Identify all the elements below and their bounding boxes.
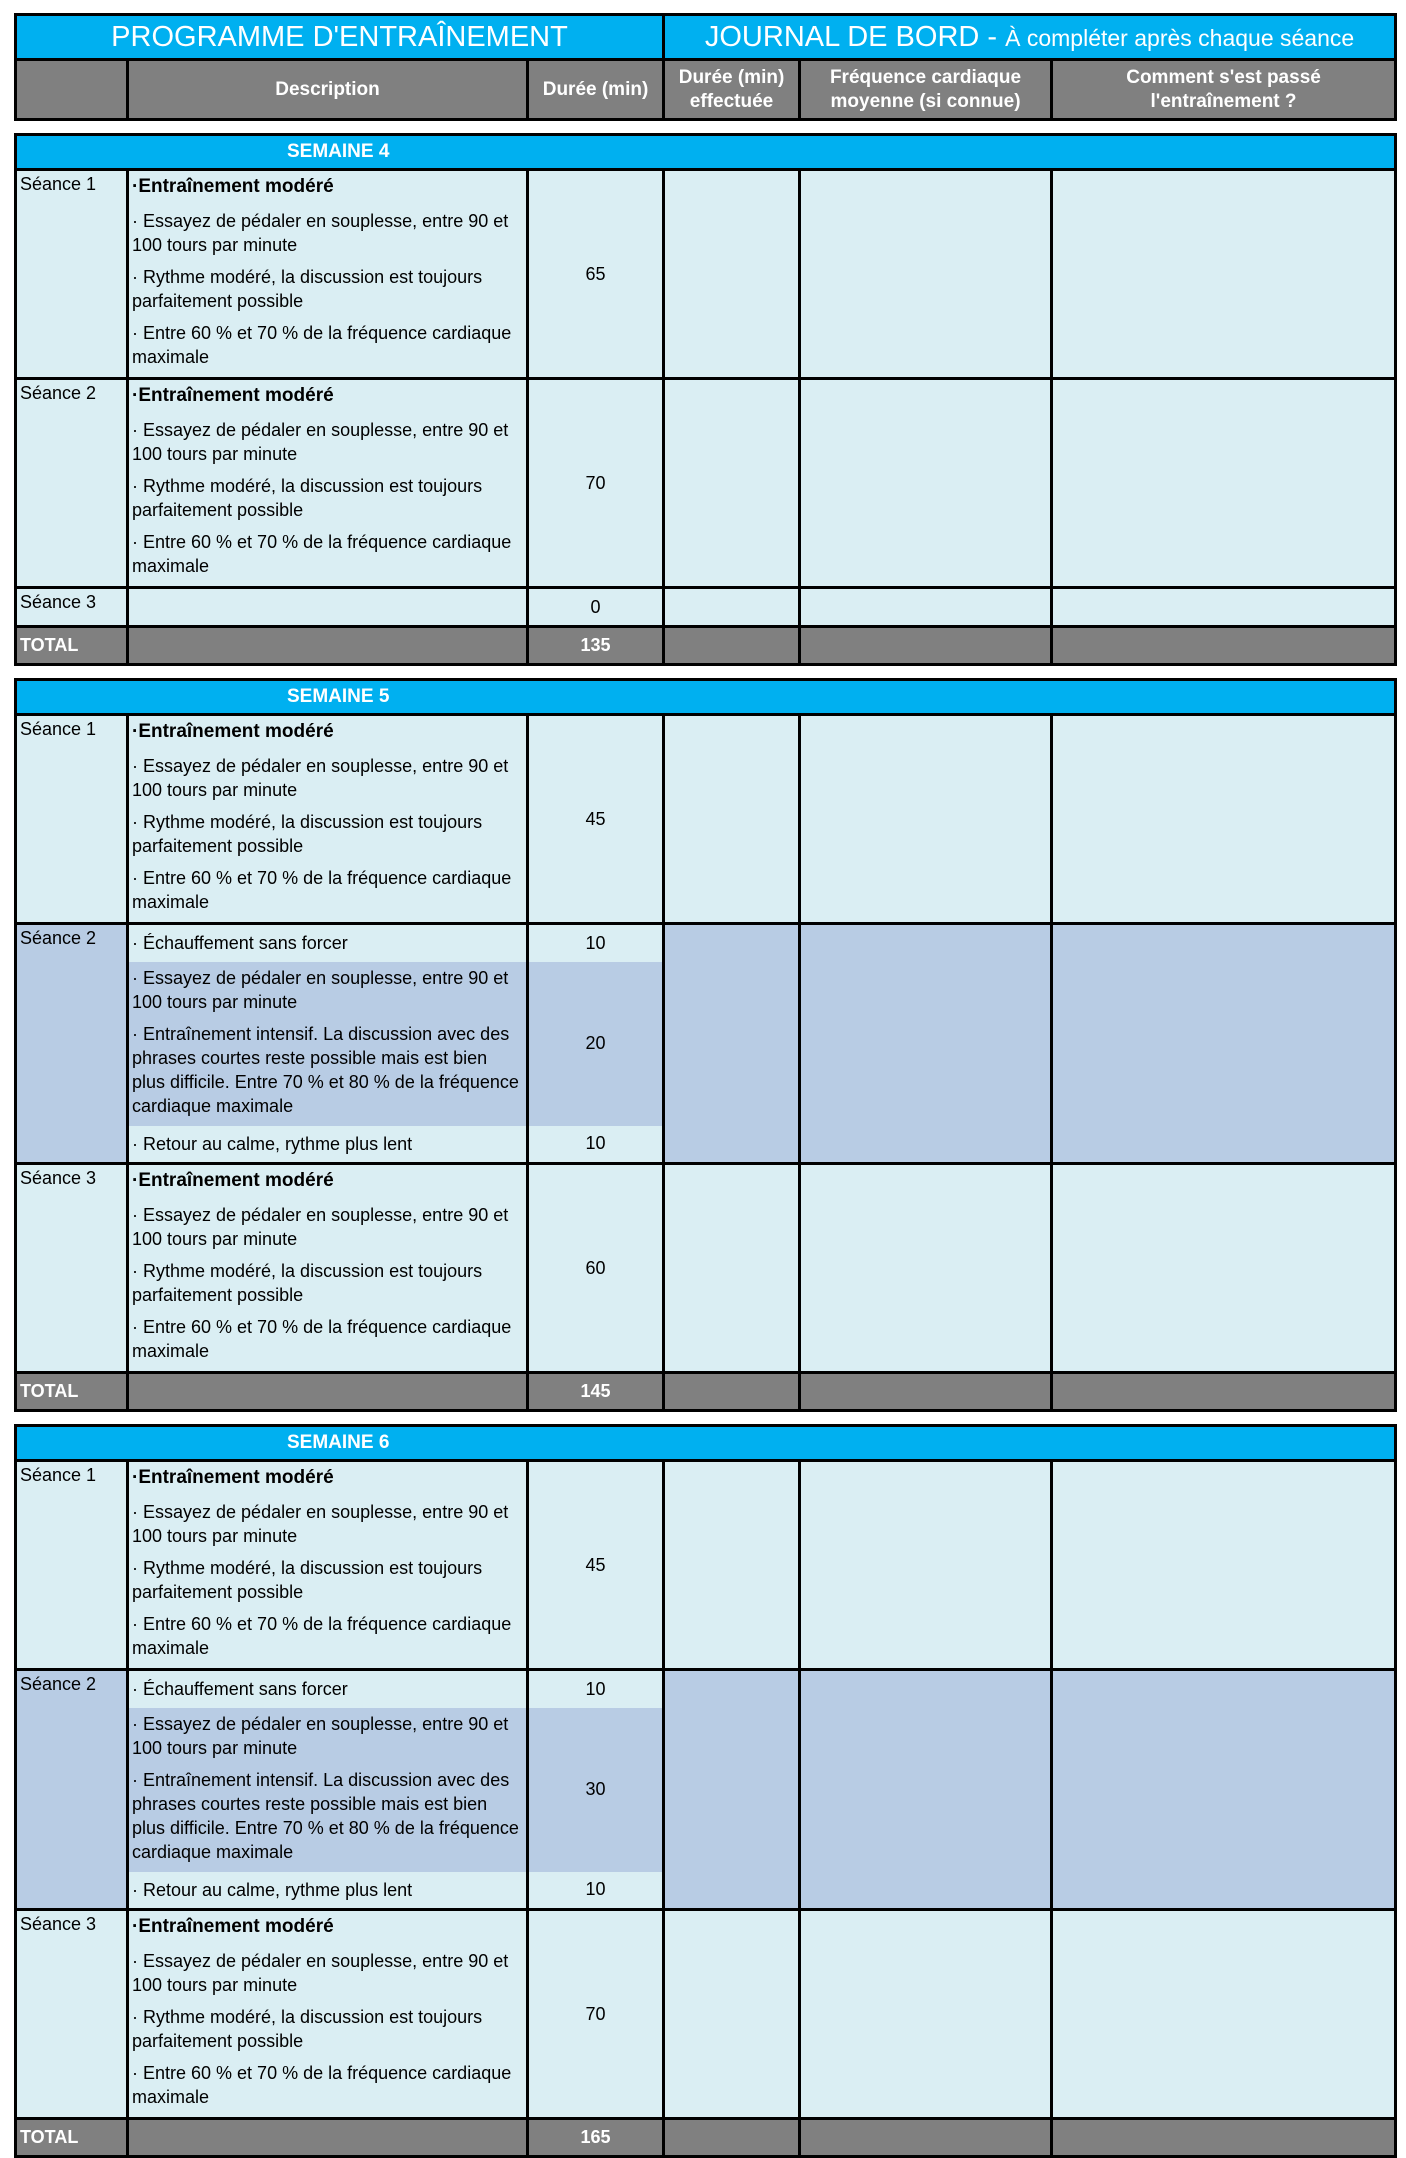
col-header-frequence-line1: Fréquence cardiaque	[829, 66, 1022, 88]
frequence-cell[interactable]	[800, 1461, 1052, 1670]
col-header-duree-effectuee-line1: Durée (min)	[678, 66, 785, 88]
header-empty-cell	[16, 60, 128, 120]
description-bullet: · Rythme modéré, la discussion est toujours parfaitement possible	[132, 1558, 483, 1602]
comment-cell[interactable]	[1052, 170, 1396, 379]
description-bullet: · Rythme modéré, la discussion est toujours parfaitement possible	[132, 812, 483, 856]
col-header-duree-effectuee	[664, 60, 800, 120]
total-value: 145	[528, 1373, 664, 1411]
frequence-cell[interactable]	[800, 924, 1052, 1164]
description-bullet: · Entre 60 % et 70 % de la fréquence cardiaque maximale	[132, 1614, 512, 1658]
seance-duree: 65	[528, 170, 664, 379]
week-5-table	[14, 678, 1397, 1412]
comment-cell[interactable]	[1052, 1670, 1396, 1910]
total-value: 135	[528, 627, 664, 665]
week-4-table	[14, 133, 1397, 666]
cooldown-duree: 10	[528, 1126, 664, 1164]
comment-cell[interactable]	[1052, 588, 1396, 627]
cooldown-duree: 10	[528, 1872, 664, 1910]
description-bullet: · Essayez de pédaler en souplesse, entre 90 et 100 tours par minute	[132, 1205, 509, 1249]
total-empty	[128, 2119, 528, 2157]
duree-effectuee-cell[interactable]	[664, 1670, 800, 1910]
description-bullet: · Essayez de pédaler en souplesse, entre 90 et 100 tours par minute	[132, 756, 509, 800]
seance-description	[128, 588, 528, 627]
seance-label: Séance 3	[16, 1164, 128, 1373]
seance-duree: 45	[528, 715, 664, 924]
journal-subtitle: À compléter après chaque séance	[1005, 24, 1355, 51]
frequence-cell[interactable]	[800, 170, 1052, 379]
description-bullet: · Essayez de pédaler en souplesse, entre 90 et 100 tours par minute	[132, 211, 509, 255]
total-value: 165	[528, 2119, 664, 2157]
description-bullet: · Essayez de pédaler en souplesse, entre 90 et 100 tours par minute	[132, 1713, 509, 1758]
warmup-description: · Échauffement sans forcer	[128, 924, 528, 962]
comment-cell[interactable]	[1052, 1910, 1396, 2119]
journal-title-main: JOURNAL DE BORD	[704, 20, 980, 53]
col-header-duree-effectuee-line2: effectuée	[689, 90, 774, 112]
seance-label: Séance 1	[16, 170, 128, 379]
training-plan	[14, 13, 1394, 2158]
frequence-cell[interactable]	[800, 1164, 1052, 1373]
cooldown-description: · Retour au calme, rythme plus lent	[128, 1126, 528, 1164]
main-duree: 30	[528, 1708, 664, 1872]
comment-cell[interactable]	[1052, 379, 1396, 588]
description-title: ·Entraînement modéré	[132, 1916, 334, 1937]
col-header-comment	[1052, 60, 1396, 120]
comment-cell[interactable]	[1052, 1164, 1396, 1373]
col-header-description: Description	[128, 60, 528, 120]
seance-label: Séance 2	[16, 379, 128, 588]
col-header-comment-line2: l'entraînement ?	[1150, 90, 1297, 112]
seance-label: Séance 2	[16, 924, 128, 1164]
description-title: ·Entraînement modéré	[132, 385, 334, 406]
description-title: ·Entraînement modéré	[132, 176, 334, 197]
description-title: ·Entraînement modéré	[132, 1170, 334, 1191]
duree-effectuee-cell[interactable]	[664, 588, 800, 627]
seance-duree: 70	[528, 1910, 664, 2119]
description-bullet: · Entraînement intensif. La discussion avec des phrases courtes reste possible mais est bien plus difficile. Entre 70 % et 80 % de la fréquence cardiaque maximale	[132, 1023, 519, 1116]
total-empty	[664, 2119, 800, 2157]
duree-effectuee-cell[interactable]	[664, 1910, 800, 2119]
frequence-cell[interactable]	[800, 1670, 1052, 1910]
description-bullet: · Essayez de pédaler en souplesse, entre 90 et 100 tours par minute	[132, 967, 509, 1012]
journal-title-separator: -	[979, 20, 1006, 53]
description-bullet: · Essayez de pédaler en souplesse, entre 90 et 100 tours par minute	[132, 420, 509, 464]
total-empty	[800, 1373, 1052, 1411]
seance-duree: 0	[528, 588, 664, 627]
frequence-cell[interactable]	[800, 715, 1052, 924]
description-bullet: · Entraînement intensif. La discussion avec des phrases courtes reste possible mais est bien plus difficile. Entre 70 % et 80 % de la fréquence cardiaque maximale	[132, 1769, 519, 1862]
col-header-frequence-line2: moyenne (si connue)	[830, 90, 1021, 112]
frequence-cell[interactable]	[800, 379, 1052, 588]
cooldown-description: · Retour au calme, rythme plus lent	[128, 1872, 528, 1910]
description-bullet: · Entre 60 % et 70 % de la fréquence cardiaque maximale	[132, 323, 512, 367]
description-title: ·Entraînement modéré	[132, 1467, 334, 1488]
seance-label: Séance 2	[16, 1670, 128, 1910]
warmup-description: · Échauffement sans forcer	[128, 1670, 528, 1708]
description-bullet: · Rythme modéré, la discussion est toujours parfaitement possible	[132, 267, 483, 311]
seance-description	[128, 1461, 528, 1670]
week-title: SEMAINE 4	[16, 135, 1396, 170]
total-empty	[1052, 1373, 1396, 1411]
main-description	[128, 962, 528, 1126]
frequence-cell[interactable]	[800, 1910, 1052, 2119]
duree-effectuee-cell[interactable]	[664, 1461, 800, 1670]
seance-label: Séance 3	[16, 588, 128, 627]
week-title: SEMAINE 6	[16, 1426, 1396, 1461]
total-empty	[800, 2119, 1052, 2157]
seance-description	[128, 715, 528, 924]
seance-description	[128, 170, 528, 379]
col-header-comment-line1: Comment s'est passé	[1126, 66, 1321, 88]
seance-duree: 60	[528, 1164, 664, 1373]
frequence-cell[interactable]	[800, 588, 1052, 627]
comment-cell[interactable]	[1052, 924, 1396, 1164]
warmup-duree: 10	[528, 924, 664, 962]
seance-label: Séance 3	[16, 1910, 128, 2119]
programme-title: PROGRAMME D'ENTRAÎNEMENT	[16, 15, 664, 60]
description-bullet: · Entre 60 % et 70 % de la fréquence cardiaque maximale	[132, 2063, 512, 2107]
total-label: TOTAL	[16, 1373, 128, 1411]
total-label: TOTAL	[16, 2119, 128, 2157]
description-bullet: · Entre 60 % et 70 % de la fréquence cardiaque maximale	[132, 868, 512, 912]
warmup-duree: 10	[528, 1670, 664, 1708]
seance-label: Séance 1	[16, 715, 128, 924]
duree-effectuee-cell[interactable]	[664, 379, 800, 588]
description-title: ·Entraînement modéré	[132, 721, 334, 742]
journal-title	[664, 15, 1396, 60]
duree-effectuee-cell[interactable]	[664, 924, 800, 1164]
total-empty	[128, 1373, 528, 1411]
duree-effectuee-cell[interactable]	[664, 1164, 800, 1373]
total-empty	[800, 627, 1052, 665]
description-bullet: · Entre 60 % et 70 % de la fréquence cardiaque maximale	[132, 1317, 512, 1361]
comment-cell[interactable]	[1052, 1461, 1396, 1670]
seance-duree: 70	[528, 379, 664, 588]
week-title: SEMAINE 5	[16, 680, 1396, 715]
main-duree: 20	[528, 962, 664, 1126]
total-empty	[128, 627, 528, 665]
col-header-duree: Durée (min)	[528, 60, 664, 120]
week-6-table	[14, 1424, 1397, 2158]
description-bullet: · Essayez de pédaler en souplesse, entre 90 et 100 tours par minute	[132, 1502, 509, 1546]
total-empty	[1052, 627, 1396, 665]
header-table	[14, 13, 1397, 121]
description-bullet: · Rythme modéré, la discussion est toujours parfaitement possible	[132, 476, 483, 520]
total-label: TOTAL	[16, 627, 128, 665]
seance-description	[128, 1164, 528, 1373]
description-bullet: · Entre 60 % et 70 % de la fréquence cardiaque maximale	[132, 532, 512, 576]
duree-effectuee-cell[interactable]	[664, 170, 800, 379]
total-empty	[1052, 2119, 1396, 2157]
seance-description	[128, 379, 528, 588]
seance-duree: 45	[528, 1461, 664, 1670]
main-description	[128, 1708, 528, 1872]
total-empty	[664, 627, 800, 665]
description-bullet: · Rythme modéré, la discussion est toujours parfaitement possible	[132, 2007, 483, 2051]
description-bullet: · Essayez de pédaler en souplesse, entre 90 et 100 tours par minute	[132, 1951, 509, 1995]
total-empty	[664, 1373, 800, 1411]
seance-label: Séance 1	[16, 1461, 128, 1670]
col-header-frequence	[800, 60, 1052, 120]
seance-description	[128, 1910, 528, 2119]
description-bullet: · Rythme modéré, la discussion est toujours parfaitement possible	[132, 1261, 483, 1305]
comment-cell[interactable]	[1052, 715, 1396, 924]
duree-effectuee-cell[interactable]	[664, 715, 800, 924]
